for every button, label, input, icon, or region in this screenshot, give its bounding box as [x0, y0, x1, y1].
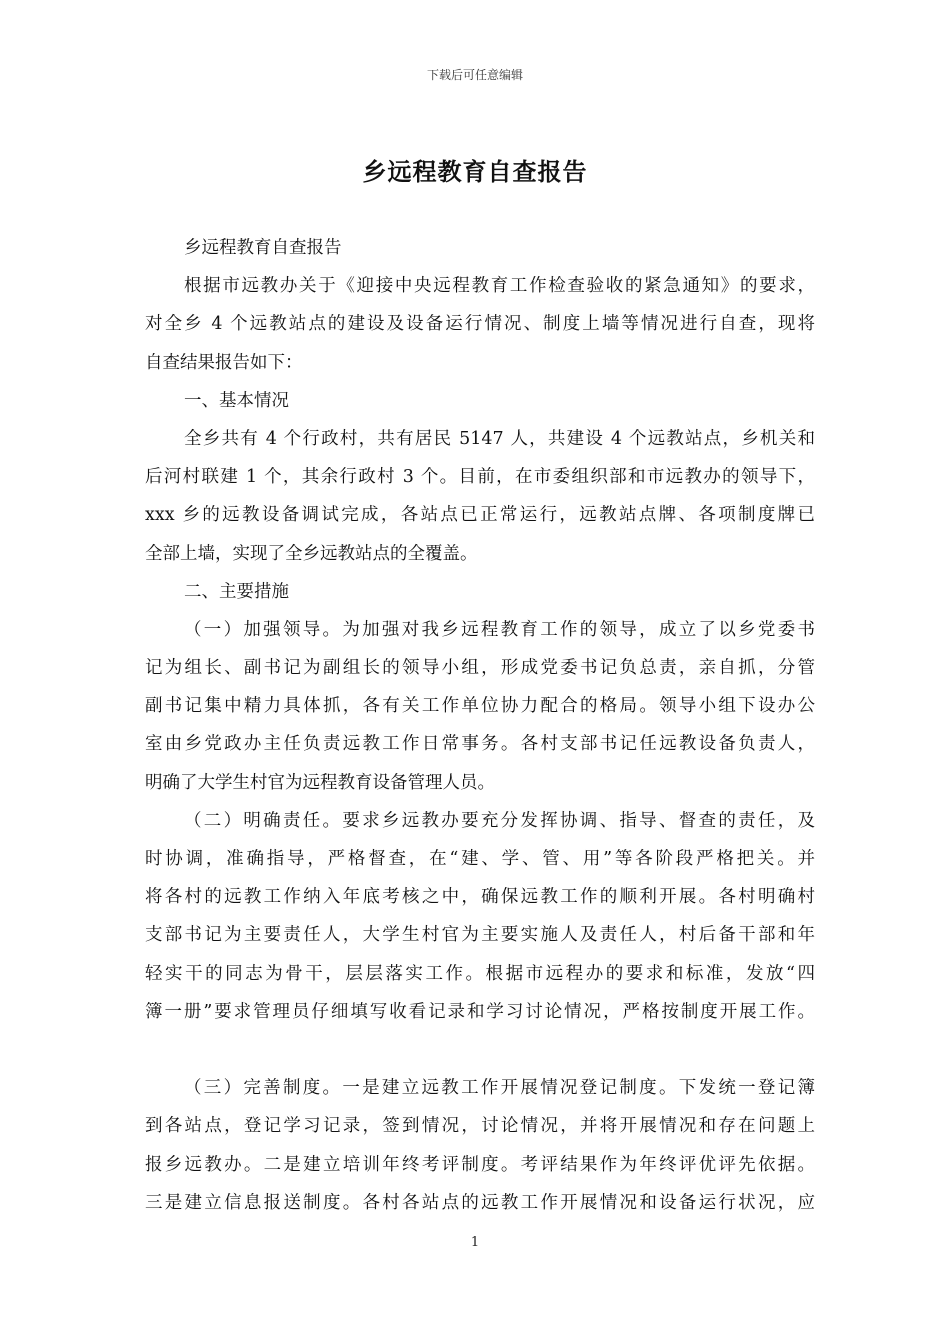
body-line: 记为组长、副书记为副组长的领导小组，形成党委书记负总责，亲自抓，分管: [145, 658, 815, 679]
body-line: 将各村的远教工作纳入年底考核之中，确保远教工作的顺利开展。各村明确村: [145, 887, 815, 908]
page-number: 1: [470, 1235, 480, 1250]
paragraph-gap: [145, 1031, 815, 1069]
body-line: xxx 乡的远教设备调试完成，各站点已正常运行，远教站点牌、各项制度牌已: [145, 505, 815, 526]
section-heading-basic-situation: 一、基本情况: [184, 390, 289, 411]
document-title: 乡远程教育自查报告: [362, 157, 588, 186]
body-line-subtitle: 乡远程教育自查报告: [184, 238, 342, 258]
body-line: 轻实干的同志为骨干，层层落实工作。根据市远程办的要求和标准，发放“四: [145, 963, 815, 984]
body-line: （三）完善制度。一是建立远教工作开展情况登记制度。下发统一登记簿: [184, 1078, 815, 1099]
body-line: 到各站点，登记学习记录，签到情况，讨论情况，并将开展情况和存在问题上: [145, 1116, 815, 1137]
page-header-note: 下载后可任意编辑: [426, 68, 523, 82]
body-line: 后河村联建 1 个，其余行政村 3 个。目前，在市委组织部和市远教办的领导下，: [145, 467, 815, 488]
body-line: （二）明确责任。要求乡远教办要充分发挥协调、指导、督查的责任，及: [184, 810, 815, 831]
section-heading-main-measures: 二、主要措施: [184, 581, 289, 602]
body-line: 时协调，准确指导，严格督查，在“建、学、管、用”等各阶段严格把关。并: [145, 849, 815, 869]
body-line: 簿一册”要求管理员仔细填写收看记录和学习讨论情况，严格按制度开展工作。: [145, 1001, 815, 1022]
body-line: 对全乡 4 个远教站点的建设及设备运行情况、制度上墙等情况进行自查，现将: [145, 314, 815, 335]
body-line: 全乡共有 4 个行政村，共有居民 5147 人，共建设 4 个远教站点，乡机关和: [184, 428, 815, 449]
body-line: 三是建立信息报送制度。各村各站点的远教工作开展情况和设备运行状况，应: [145, 1192, 815, 1213]
body-line: 自查结果报告如下：: [145, 352, 303, 373]
body-line: 报乡远教办。二是建立培训年终考评制度。考评结果作为年终评优评先依据。: [145, 1154, 815, 1175]
body-line: 副书记集中精力具体抓，各有关工作单位协力配合的格局。领导小组下设办公: [145, 696, 815, 717]
body-line: 室由乡党政办主任负责远教工作日常事务。各村支部书记任远教设备负责人，: [145, 734, 815, 755]
body-line: （一）加强领导。为加强对我乡远程教育工作的领导，成立了以乡党委书: [184, 619, 815, 640]
body-line: 支部书记为主要责任人，大学生村官为主要实施人及责任人，村后备干部和年: [145, 925, 815, 946]
body-line: 根据市远教办关于《迎接中央远程教育工作检查验收的紧急通知》的要求，: [184, 276, 815, 297]
body-line: 全部上墙，实现了全乡远教站点的全覆盖。: [145, 543, 478, 564]
body-line: 明确了大学生村官为远程教育设备管理人员。: [145, 772, 495, 793]
document-body: [145, 229, 815, 1222]
